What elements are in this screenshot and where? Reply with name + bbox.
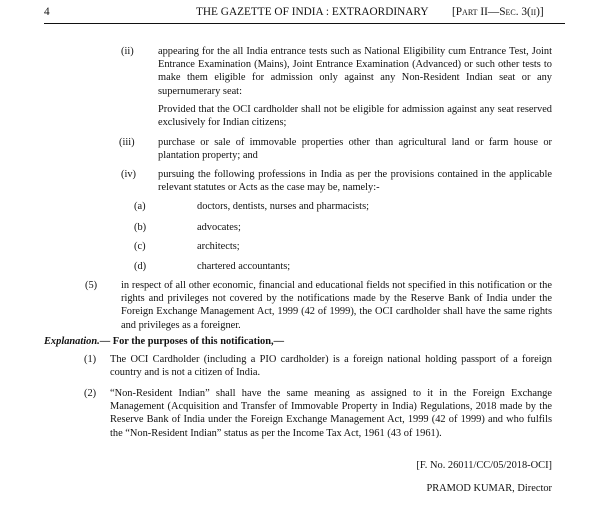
- file-number: [F. No. 26011/CC/05/2018-OCI]: [416, 460, 552, 471]
- explanation-heading-text: — For the purposes of this notification,—: [99, 336, 284, 347]
- signatory: PRAMOD KUMAR, Director: [426, 483, 552, 494]
- profession-number: (d): [134, 261, 147, 272]
- profession-number: (c): [134, 241, 146, 252]
- clause-text: pursuing the following professions in India as per the provisions contained in the applicable relevant statutes or Acts as the case may be, namely:-: [158, 169, 552, 194]
- header-rule: [44, 23, 565, 24]
- explanation-label: Explanation.: [44, 336, 100, 347]
- page-number: 4: [44, 6, 50, 18]
- paragraph-text: in respect of all other economic, financial and educational fields not specified in this notification or the rights and privileges not covered by the notifications made by the Reserve Bank of India under the Foreign Exchange Management Act, 1999 (42 of 1999), the OCI cardholder shall have the same rights and privileges as a foreigner.: [121, 280, 552, 331]
- clause-text: purchase or sale of immovable properties other than agricultural land or farm house or plantation property; and: [158, 137, 552, 162]
- clause-number: (iv): [121, 169, 137, 180]
- clause-number: (iii): [119, 137, 135, 148]
- explanation-heading: [44, 335, 284, 348]
- part-section: [Part II—Sec. 3(ii)]: [452, 6, 544, 18]
- proviso-text: Provided that the OCI cardholder shall not be eligible for admission against any seat reserved exclusively for Indian citizens;: [158, 104, 552, 129]
- explanation-item-number: (1): [84, 354, 97, 365]
- explanation-item-number: (2): [84, 388, 97, 399]
- profession-number: (a): [134, 201, 146, 212]
- profession-text: advocates;: [197, 222, 241, 233]
- profession-number: (b): [134, 222, 147, 233]
- profession-text: chartered accountants;: [197, 261, 291, 272]
- explanation-item-text: The OCI Cardholder (including a PIO cardholder) is a foreign national holding passport of a foreign country and is not a citizen of India.: [110, 354, 552, 379]
- paragraph-number: (5): [85, 280, 98, 291]
- gazette-title: THE GAZETTE OF INDIA : EXTRAORDINARY: [196, 6, 429, 18]
- clause-text: appearing for the all India entrance tests such as National Eligibility cum Entrance Test, Joint Entrance Examination (Mains), Joint Entrance Examination (Advanced) or such other tests to make them eligible for admission only against any Non-Resident Indian seat or any supernumerary seat:: [158, 46, 552, 97]
- explanation-item-text: “Non-Resident Indian” shall have the same meaning as assigned to it in the Foreign Exchange Management (Acquisition and Transfer of Immovable Property in India) Regulations, 2018 made by the Reserve Bank of India under the Foreign Exchange Management Act, 1999 (42 of 1999) and who fulfils the “Non-Resident Indian” status as per the Income Tax Act, 1961 (43 of 1961).: [110, 388, 552, 439]
- profession-text: doctors, dentists, nurses and pharmacists;: [197, 201, 369, 212]
- clause-number: (ii): [121, 46, 134, 57]
- profession-text: architects;: [197, 241, 240, 252]
